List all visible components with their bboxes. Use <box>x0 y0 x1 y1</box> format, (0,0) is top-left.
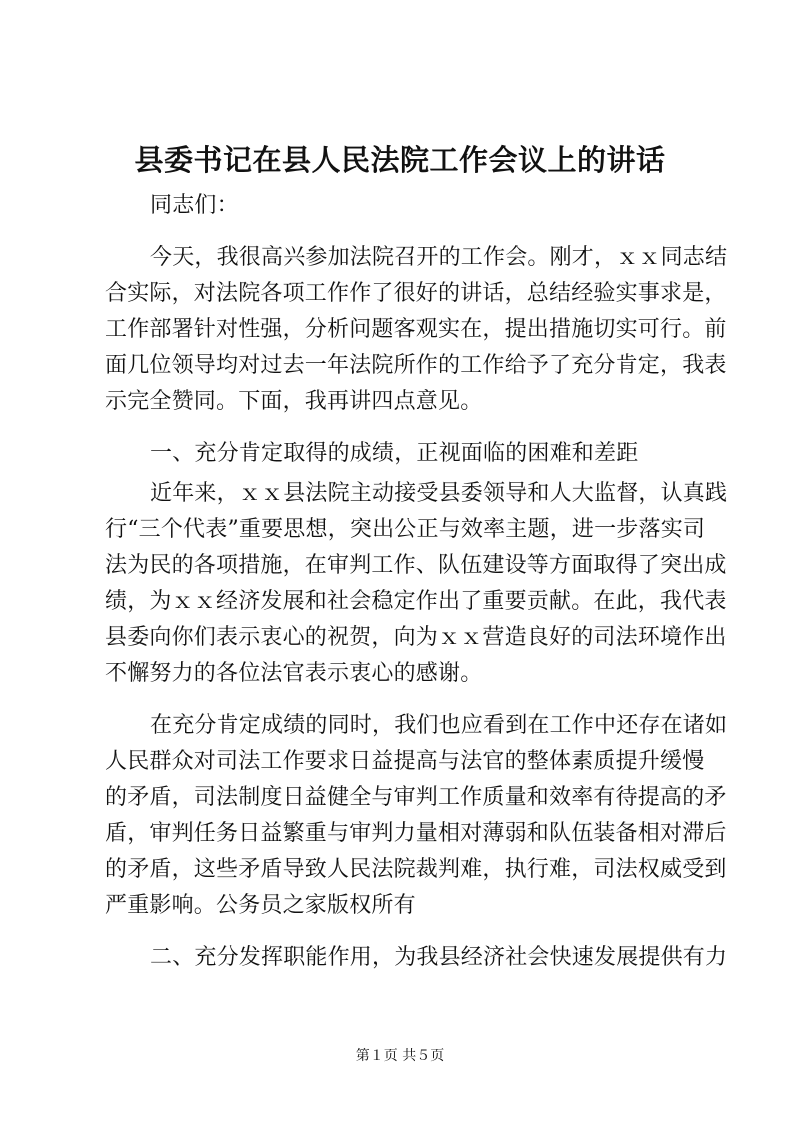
paragraph-2-line-5: 县委向你们表示衷心的祝贺，向为ｘｘ营造良好的司法环境作出 <box>105 625 727 650</box>
section-heading-1: 一、充分肯定取得的成绩，正视面临的困难和差距 <box>150 441 639 466</box>
paragraph-3-line-5: 的矛盾，这些矛盾导致人民法院裁判难，执行难，司法权威受到 <box>105 857 727 882</box>
paragraph-1-line-1: 今天，我很高兴参加法院召开的工作会。刚才，ｘｘ同志结 <box>150 245 728 270</box>
paragraph-2-line-1: 近年来，ｘｘ县法院主动接受县委领导和人大监督，认真践 <box>150 481 728 506</box>
paragraph-3-line-4: 盾，审判任务日益繁重与审判力量相对薄弱和队伍装备相对滞后 <box>105 821 727 846</box>
paragraph-1-line-5: 示完全赞同。下面，我再讲四点意见。 <box>105 389 483 414</box>
paragraph-1-line-3: 工作部署针对性强，分析问题客观实在，提出措施切实可行。前 <box>105 317 727 342</box>
paragraph-3-line-3: 的矛盾，司法制度日益健全与审判工作质量和效率有待提高的矛 <box>105 785 727 810</box>
paragraph-3-line-1: 在充分肯定成绩的同时，我们也应看到在工作中还存在诸如 <box>150 713 728 738</box>
page-footer: 第１页 共５页 <box>355 1048 445 1064</box>
paragraph-2-line-2: 行“三个代表”重要思想，突出公正与效率主题，进一步落实司 <box>105 517 706 542</box>
paragraph-1-line-4: 面几位领导均对过去一年法院所作的工作给予了充分肯定，我表 <box>105 353 727 378</box>
paragraph-3-line-2: 人民群众对司法工作要求日益提高与法官的整体素质提升缓慢 <box>105 749 705 774</box>
paragraph-2-line-4: 绩，为ｘｘ经济发展和社会稳定作出了重要贡献。在此，我代表 <box>105 589 727 614</box>
paragraph-2-line-3: 法为民的各项措施，在审判工作、队伍建设等方面取得了突出成 <box>105 553 727 578</box>
salutation-line: 同志们： <box>150 193 239 218</box>
paragraph-2-line-6: 不懈努力的各位法官表示衷心的感谢。 <box>105 661 483 686</box>
section-heading-2: 二、充分发挥职能作用，为我县经济社会快速发展提供有力 <box>150 945 728 970</box>
paragraph-3-line-6: 严重影响。公务员之家版权所有 <box>105 893 416 918</box>
paragraph-1-line-2: 合实际，对法院各项工作作了很好的讲话，总结经验实事求是， <box>105 281 727 306</box>
document-title: 县委书记在县人民法院工作会议上的讲话 <box>134 143 666 177</box>
